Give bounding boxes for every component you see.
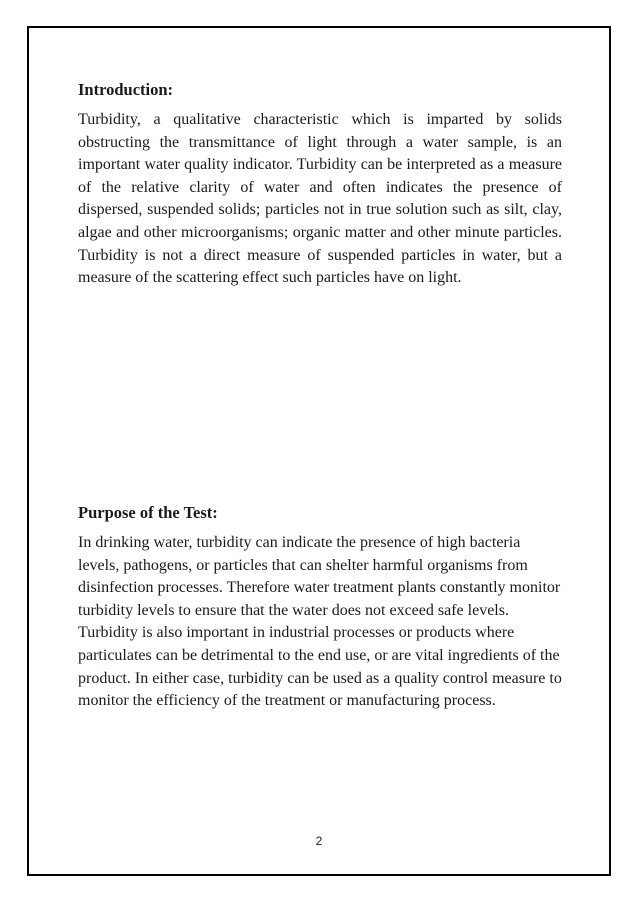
purpose-paragraph: In drinking water, turbidity can indicate the presence of high bacteria levels, pathogens, or particles that can shelter harmful organisms from disinfection processes. Therefore water treatment plants constantly monitor turbidity levels to ensure that the water does not exceed safe levels. Turbidity is also important in industrial processes or products where particulates can be detrimental to the end use, or are vital ingredients of the product. In either case, turbidity can be used as a quality control measure to monitor the efficiency of the treatment or manufacturing process.	[78, 534, 562, 710]
page-number: 2	[315, 834, 323, 848]
introduction-section	[78, 80, 562, 290]
purpose-section	[78, 503, 562, 713]
introduction-heading: Introduction:	[78, 80, 174, 99]
introduction-paragraph: Turbidity, a qualitative characteristic which is imparted by solids obstructing the transmittance of light through a water sample, is an important water quality indicator. Turbidity can be interpreted as a measure of the relative clarity of water and often indicates the presence of dispersed, suspended solids; particles not in true solution such as silt, clay, algae and other microorganisms; organic matter and other minute particles. Turbidity is not a direct measure of suspended particles in water, but a measure of the scattering effect such particles have on light.	[78, 111, 562, 287]
purpose-heading: Purpose of the Test:	[78, 503, 218, 522]
